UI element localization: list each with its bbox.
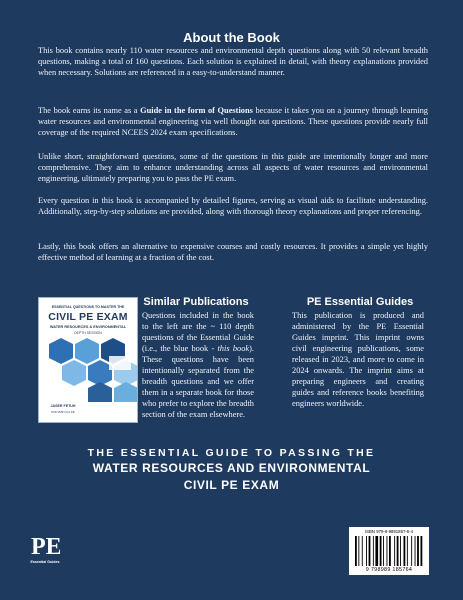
barcode-bar	[383, 536, 384, 566]
barcode-icon	[354, 536, 424, 567]
about-paragraph-5: Lastly, this book offers an alternative to expensive courses and costly resources. It provides a simple yet highly effective method of learning at a fraction of the cost.	[38, 242, 428, 262]
guide-title-line2: WATER RESOURCES AND ENVIRONMENTAL	[92, 461, 371, 475]
thumbnail-line1: ESSENTIAL QUESTIONS TO MASTER THE	[51, 305, 125, 309]
book-thumbnail	[38, 297, 138, 423]
about-paragraph-2-rest: because it takes you on a journey through learning water resources and environmental engineering via well thought out questions. These questions provide nearly full coverage of the required NCEES 2024 exam specifications.	[38, 106, 428, 137]
pe-essential-guides-title: PE Essential Guides	[306, 296, 414, 308]
isbn-number: 9 798989 185764	[365, 567, 413, 573]
barcode-bar	[366, 536, 367, 566]
guide-title-line1: THE ESSENTIAL GUIDE TO PASSING THE	[87, 447, 376, 459]
similar-publications-text	[142, 311, 254, 421]
about-paragraph-1: This book contains nearly 110 water resources and environmental depth questions along with 50 relevant breadth questions, making a total of 160 questions. Each solution is explained in detail, with theory explanations provided when necessary. Solutions are referenced in a easy-to-understand manner.	[38, 46, 428, 77]
isbn-barcode	[349, 527, 429, 575]
similar-text-a: Questions included in the book to the left are the ~ 110 depth questions of the Essential Guide (i.e., the blue book -	[142, 311, 254, 353]
barcode-bar	[417, 536, 419, 566]
similar-publications-title: Similar Publications	[143, 296, 249, 308]
thumbnail-line4: DEPTH SESSION	[74, 331, 102, 335]
thumbnail-author: JASER FETUH	[50, 404, 76, 408]
pe-logo-icon	[30, 528, 60, 560]
similar-text-b: ). These questions have been intentionally separated from the breadth questions and we offer them in a separate book for those who prefer to explore the breadth section of the exam elsewhere.	[142, 343, 254, 419]
barcode-bar	[387, 536, 388, 566]
barcode-bar	[355, 536, 357, 566]
barcode-bar	[415, 536, 416, 566]
isbn-label: ISBN 979-8-9891857-6-4	[364, 529, 413, 534]
barcode-bar	[394, 536, 395, 566]
barcode-bar	[362, 536, 363, 566]
logo-imprint-name: Essential Guides	[30, 560, 60, 564]
barcode-bar	[400, 536, 401, 566]
about-title: About the Book	[183, 30, 280, 45]
barcode-bar	[369, 536, 371, 566]
guide-title-line3: CIVIL PE EXAM	[183, 478, 280, 492]
barcode-bar	[380, 536, 382, 566]
similar-text-emphasis: this book	[217, 343, 250, 353]
about-paragraph-2	[38, 106, 428, 139]
barcode-bar	[404, 536, 406, 566]
barcode-bar	[389, 536, 391, 566]
barcode-bar	[421, 536, 423, 566]
barcode-bar	[358, 536, 359, 566]
logo-letters: PE	[31, 534, 60, 560]
barcode-bar	[407, 536, 408, 566]
pe-essential-guides-text: This publication is produced and administered by the PE Essential Guides imprint. This imprint owns civil engineering publications, some released in 2023, and more to come in 2024 onwards. The imprint aims at preparing engineers and creating guides and reference books benefiting engineers worldwide.	[292, 311, 424, 408]
thumbnail-line2: CIVIL PE EXAM	[48, 311, 128, 323]
thumbnail-hexagon-collage	[39, 336, 137, 402]
barcode-bar	[373, 536, 374, 566]
about-paragraph-4: Every question in this book is accompanied by detailed figures, serving as visual aids to facilitate understanding. Additionally, step-by-step solutions are provided, along with thorough theory explanations and proper referencing.	[38, 196, 428, 216]
pe-essential-guides-logo	[30, 528, 60, 570]
barcode-bar	[397, 536, 399, 566]
about-paragraph-2-bold: Guide in the form of Questions	[140, 106, 253, 115]
barcode-bar	[375, 536, 378, 566]
about-paragraph-3: Unlike short, straightforward questions, some of the questions in this guide are intentionally longer and more comprehensive. They aim to enhance understanding across all aspects of water resources and environmental engineering, ultimately preparing you to pass the PE exam.	[38, 152, 428, 183]
about-paragraph-2-lead: The book earns its name as a	[38, 106, 141, 115]
thumbnail-line3: WATER RESOURCES & ENVIRONMENTAL	[49, 325, 127, 329]
thumbnail-author-credentials: PhD PMP CCA PE	[51, 410, 75, 414]
barcode-bar	[411, 536, 412, 566]
